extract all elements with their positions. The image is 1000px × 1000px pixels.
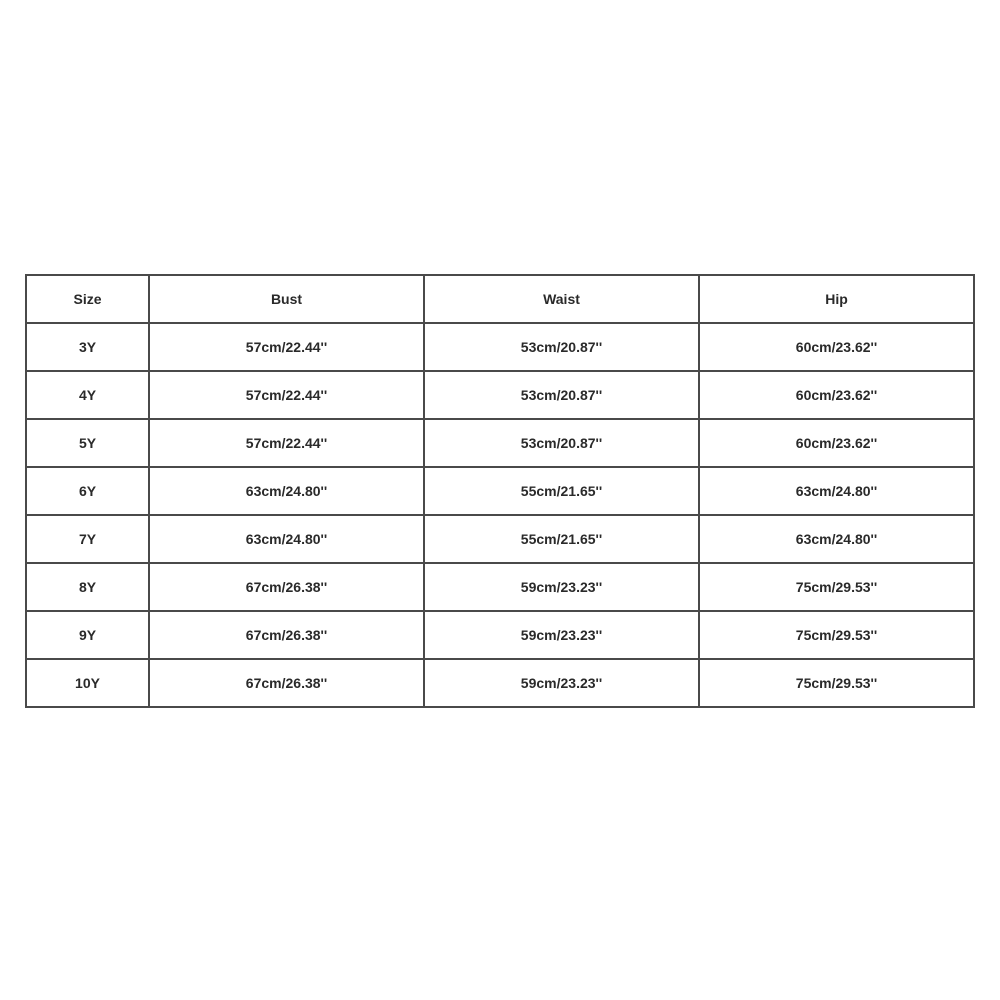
bust-cell: 63cm/24.80'' (149, 467, 424, 515)
table-row (26, 611, 974, 659)
hip-cell: 60cm/23.62'' (699, 371, 974, 419)
bust-cell: 67cm/26.38'' (149, 659, 424, 707)
hip-cell: 75cm/29.53'' (699, 611, 974, 659)
table-row (26, 323, 974, 371)
bust-cell: 57cm/22.44'' (149, 371, 424, 419)
waist-cell: 53cm/20.87'' (424, 323, 699, 371)
waist-cell: 59cm/23.23'' (424, 659, 699, 707)
size-cell: 8Y (26, 563, 149, 611)
hip-cell: 60cm/23.62'' (699, 323, 974, 371)
table-row (26, 467, 974, 515)
bust-cell: 67cm/26.38'' (149, 611, 424, 659)
table-header-row (26, 275, 974, 323)
bust-cell: 57cm/22.44'' (149, 419, 424, 467)
size-cell: 6Y (26, 467, 149, 515)
header-bust: Bust (149, 275, 424, 323)
hip-cell: 75cm/29.53'' (699, 563, 974, 611)
hip-cell: 63cm/24.80'' (699, 467, 974, 515)
table-row (26, 419, 974, 467)
hip-cell: 75cm/29.53'' (699, 659, 974, 707)
size-chart-table (25, 274, 975, 708)
table-row (26, 371, 974, 419)
table-row (26, 515, 974, 563)
size-cell: 4Y (26, 371, 149, 419)
size-cell: 9Y (26, 611, 149, 659)
hip-cell: 63cm/24.80'' (699, 515, 974, 563)
size-cell: 7Y (26, 515, 149, 563)
size-cell: 10Y (26, 659, 149, 707)
table-row (26, 563, 974, 611)
table-row (26, 659, 974, 707)
waist-cell: 53cm/20.87'' (424, 371, 699, 419)
bust-cell: 57cm/22.44'' (149, 323, 424, 371)
header-size: Size (26, 275, 149, 323)
header-waist: Waist (424, 275, 699, 323)
waist-cell: 53cm/20.87'' (424, 419, 699, 467)
waist-cell: 55cm/21.65'' (424, 467, 699, 515)
waist-cell: 55cm/21.65'' (424, 515, 699, 563)
bust-cell: 67cm/26.38'' (149, 563, 424, 611)
size-cell: 3Y (26, 323, 149, 371)
header-hip: Hip (699, 275, 974, 323)
size-cell: 5Y (26, 419, 149, 467)
bust-cell: 63cm/24.80'' (149, 515, 424, 563)
hip-cell: 60cm/23.62'' (699, 419, 974, 467)
waist-cell: 59cm/23.23'' (424, 611, 699, 659)
waist-cell: 59cm/23.23'' (424, 563, 699, 611)
